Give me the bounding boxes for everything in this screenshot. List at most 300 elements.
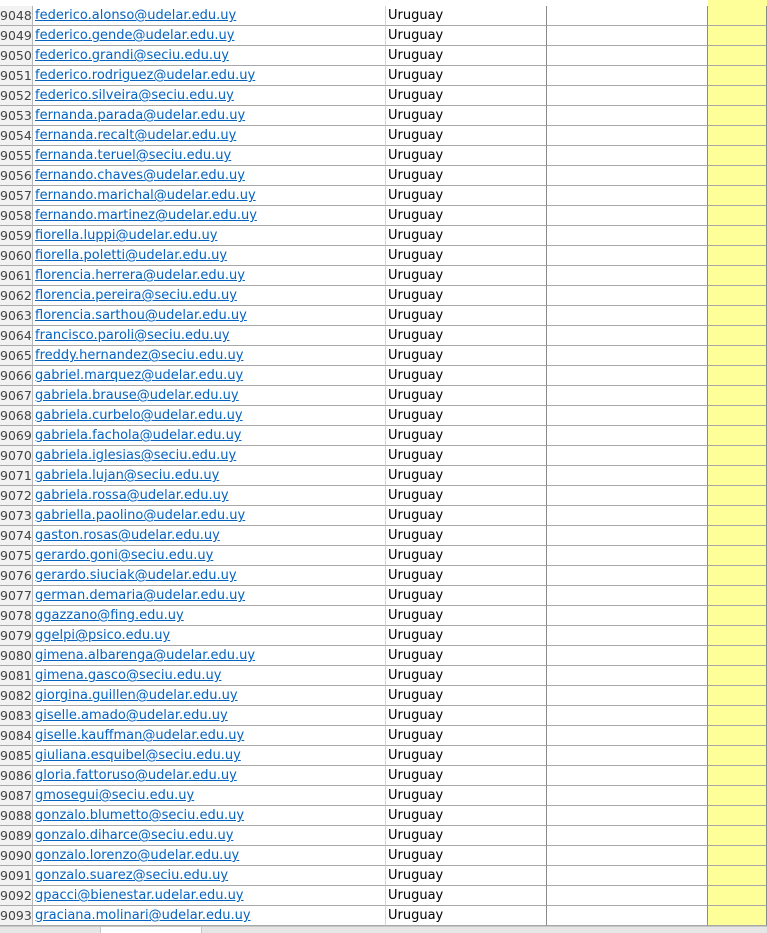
email-hyperlink[interactable]: gonzalo.diharce@seciu.edu.uy bbox=[35, 828, 234, 843]
email-cell[interactable] bbox=[33, 726, 386, 746]
highlighted-cell[interactable] bbox=[708, 466, 767, 486]
table-row bbox=[0, 306, 767, 326]
country-cell[interactable]: Uruguay bbox=[386, 306, 547, 326]
empty-cell[interactable] bbox=[547, 886, 708, 906]
email-hyperlink[interactable]: giselle.amado@udelar.edu.uy bbox=[35, 708, 228, 723]
email-cell[interactable] bbox=[33, 6, 386, 26]
row-header[interactable]: 9058 bbox=[0, 206, 33, 226]
empty-cell[interactable] bbox=[547, 286, 708, 306]
email-hyperlink[interactable]: fiorella.luppi@udelar.edu.uy bbox=[35, 228, 218, 243]
highlighted-cell[interactable] bbox=[708, 866, 767, 886]
country-cell[interactable]: Uruguay bbox=[386, 26, 547, 46]
row-header[interactable]: 9063 bbox=[0, 306, 33, 326]
empty-cell[interactable] bbox=[547, 546, 708, 566]
row-header[interactable]: 9085 bbox=[0, 746, 33, 766]
email-hyperlink[interactable]: florencia.pereira@seciu.edu.uy bbox=[35, 288, 237, 303]
table-row bbox=[0, 846, 767, 866]
row-header[interactable]: 9073 bbox=[0, 506, 33, 526]
email-hyperlink[interactable]: giuliana.esquibel@seciu.edu.uy bbox=[35, 748, 241, 763]
row-header[interactable]: 9077 bbox=[0, 586, 33, 606]
table-row bbox=[0, 26, 767, 46]
row-header[interactable]: 9048 bbox=[0, 6, 33, 26]
highlighted-cell[interactable] bbox=[708, 386, 767, 406]
email-hyperlink[interactable]: fernanda.teruel@seciu.edu.uy bbox=[35, 148, 232, 163]
highlighted-cell[interactable] bbox=[708, 626, 767, 646]
email-hyperlink[interactable]: federico.alonso@udelar.edu.uy bbox=[35, 8, 237, 23]
email-cell[interactable] bbox=[33, 506, 386, 526]
email-hyperlink[interactable]: gmosegui@seciu.edu.uy bbox=[35, 788, 195, 803]
row-header[interactable]: 9087 bbox=[0, 786, 33, 806]
country-cell[interactable]: Uruguay bbox=[386, 686, 547, 706]
empty-cell[interactable] bbox=[547, 226, 708, 246]
highlighted-cell[interactable] bbox=[708, 166, 767, 186]
row-header[interactable]: 9072 bbox=[0, 486, 33, 506]
email-hyperlink[interactable]: gerardo.goni@seciu.edu.uy bbox=[35, 548, 214, 563]
email-hyperlink[interactable]: freddy.hernandez@seciu.edu.uy bbox=[35, 348, 244, 363]
email-cell[interactable] bbox=[33, 66, 386, 86]
country-cell[interactable]: Uruguay bbox=[386, 126, 547, 146]
highlighted-cell[interactable] bbox=[708, 46, 767, 66]
country-cell[interactable]: Uruguay bbox=[386, 266, 547, 286]
row-header[interactable]: 9084 bbox=[0, 726, 33, 746]
country-cell[interactable]: Uruguay bbox=[386, 746, 547, 766]
row-header[interactable]: 9078 bbox=[0, 606, 33, 626]
row-header[interactable]: 9079 bbox=[0, 626, 33, 646]
country-cell[interactable]: Uruguay bbox=[386, 526, 547, 546]
country-cell[interactable]: Uruguay bbox=[386, 786, 547, 806]
row-header[interactable]: 9052 bbox=[0, 86, 33, 106]
empty-cell[interactable] bbox=[547, 446, 708, 466]
country-cell[interactable]: Uruguay bbox=[386, 906, 547, 926]
empty-cell[interactable] bbox=[547, 186, 708, 206]
country-cell[interactable]: Uruguay bbox=[386, 386, 547, 406]
table-row bbox=[0, 786, 767, 806]
highlighted-cell[interactable] bbox=[708, 6, 767, 26]
email-cell[interactable] bbox=[33, 606, 386, 626]
highlighted-cell[interactable] bbox=[708, 146, 767, 166]
row-header[interactable]: 9066 bbox=[0, 366, 33, 386]
empty-cell[interactable] bbox=[547, 566, 708, 586]
highlighted-cell[interactable] bbox=[708, 126, 767, 146]
email-cell[interactable] bbox=[33, 786, 386, 806]
row-header[interactable]: 9090 bbox=[0, 846, 33, 866]
email-cell[interactable] bbox=[33, 546, 386, 566]
row-header[interactable]: 9064 bbox=[0, 326, 33, 346]
email-cell[interactable] bbox=[33, 706, 386, 726]
table-row bbox=[0, 406, 767, 426]
highlighted-cell[interactable] bbox=[708, 526, 767, 546]
empty-cell[interactable] bbox=[547, 86, 708, 106]
email-hyperlink[interactable]: gabriel.marquez@udelar.edu.uy bbox=[35, 368, 244, 383]
empty-cell[interactable] bbox=[547, 246, 708, 266]
highlighted-cell[interactable] bbox=[708, 346, 767, 366]
email-cell[interactable] bbox=[33, 166, 386, 186]
country-cell[interactable]: Uruguay bbox=[386, 206, 547, 226]
country-cell[interactable]: Uruguay bbox=[386, 666, 547, 686]
email-cell[interactable] bbox=[33, 326, 386, 346]
row-header[interactable]: 9086 bbox=[0, 766, 33, 786]
row-header[interactable]: 9083 bbox=[0, 706, 33, 726]
country-cell[interactable]: Uruguay bbox=[386, 226, 547, 246]
highlighted-cell[interactable] bbox=[708, 686, 767, 706]
empty-cell[interactable] bbox=[547, 586, 708, 606]
highlighted-cell[interactable] bbox=[708, 286, 767, 306]
row-header[interactable]: 9080 bbox=[0, 646, 33, 666]
empty-cell[interactable] bbox=[547, 906, 708, 926]
email-hyperlink[interactable]: gabriela.rossa@udelar.edu.uy bbox=[35, 488, 229, 503]
table-row bbox=[0, 146, 767, 166]
highlighted-cell[interactable] bbox=[708, 266, 767, 286]
highlighted-cell[interactable] bbox=[708, 366, 767, 386]
empty-cell[interactable] bbox=[547, 66, 708, 86]
highlighted-cell[interactable] bbox=[708, 786, 767, 806]
country-cell[interactable]: Uruguay bbox=[386, 866, 547, 886]
email-hyperlink[interactable]: fiorella.poletti@udelar.edu.uy bbox=[35, 248, 228, 263]
email-hyperlink[interactable]: gabriela.curbelo@udelar.edu.uy bbox=[35, 408, 243, 423]
email-hyperlink[interactable]: federico.rodriguez@udelar.edu.uy bbox=[35, 68, 256, 83]
table-row bbox=[0, 566, 767, 586]
row-header[interactable]: 9082 bbox=[0, 686, 33, 706]
email-cell[interactable] bbox=[33, 386, 386, 406]
empty-cell[interactable] bbox=[547, 6, 708, 26]
empty-cell[interactable] bbox=[547, 466, 708, 486]
country-cell[interactable]: Uruguay bbox=[386, 446, 547, 466]
email-hyperlink[interactable]: federico.grandi@seciu.edu.uy bbox=[35, 48, 229, 63]
country-cell[interactable]: Uruguay bbox=[386, 426, 547, 446]
country-cell[interactable]: Uruguay bbox=[386, 706, 547, 726]
empty-cell[interactable] bbox=[547, 326, 708, 346]
email-cell[interactable] bbox=[33, 626, 386, 646]
cell-grid bbox=[0, 6, 767, 926]
email-cell[interactable] bbox=[33, 906, 386, 926]
row-header[interactable]: 9068 bbox=[0, 406, 33, 426]
country-cell[interactable]: Uruguay bbox=[386, 646, 547, 666]
email-cell[interactable] bbox=[33, 106, 386, 126]
empty-cell[interactable] bbox=[547, 486, 708, 506]
highlighted-cell[interactable] bbox=[708, 306, 767, 326]
country-cell[interactable]: Uruguay bbox=[386, 606, 547, 626]
country-cell[interactable]: Uruguay bbox=[386, 826, 547, 846]
email-hyperlink[interactable]: gerardo.siuciak@udelar.edu.uy bbox=[35, 568, 237, 583]
empty-cell[interactable] bbox=[547, 746, 708, 766]
highlighted-cell[interactable] bbox=[708, 846, 767, 866]
email-cell[interactable] bbox=[33, 526, 386, 546]
country-cell[interactable]: Uruguay bbox=[386, 46, 547, 66]
email-cell[interactable] bbox=[33, 846, 386, 866]
country-cell[interactable]: Uruguay bbox=[386, 586, 547, 606]
email-cell[interactable] bbox=[33, 446, 386, 466]
highlighted-cell[interactable] bbox=[708, 806, 767, 826]
highlighted-cell[interactable] bbox=[708, 706, 767, 726]
empty-cell[interactable] bbox=[547, 266, 708, 286]
empty-cell[interactable] bbox=[547, 506, 708, 526]
empty-cell[interactable] bbox=[547, 166, 708, 186]
country-cell[interactable]: Uruguay bbox=[386, 546, 547, 566]
row-header[interactable]: 9060 bbox=[0, 246, 33, 266]
email-hyperlink[interactable]: fernando.marichal@udelar.edu.uy bbox=[35, 188, 256, 203]
highlighted-cell[interactable] bbox=[708, 426, 767, 446]
email-hyperlink[interactable]: gabriela.brause@udelar.edu.uy bbox=[35, 388, 239, 403]
email-cell[interactable] bbox=[33, 746, 386, 766]
email-hyperlink[interactable]: giselle.kauffman@udelar.edu.uy bbox=[35, 728, 245, 743]
email-cell[interactable] bbox=[33, 686, 386, 706]
empty-cell[interactable] bbox=[547, 406, 708, 426]
empty-cell[interactable] bbox=[547, 866, 708, 886]
country-cell[interactable]: Uruguay bbox=[386, 106, 547, 126]
email-hyperlink[interactable]: gpacci@bienestar.udelar.edu.uy bbox=[35, 888, 244, 903]
email-cell[interactable] bbox=[33, 86, 386, 106]
email-cell[interactable] bbox=[33, 886, 386, 906]
table-row bbox=[0, 866, 767, 886]
email-cell[interactable] bbox=[33, 646, 386, 666]
empty-cell[interactable] bbox=[547, 766, 708, 786]
country-cell[interactable]: Uruguay bbox=[386, 346, 547, 366]
table-row bbox=[0, 466, 767, 486]
email-hyperlink[interactable]: fernanda.parada@udelar.edu.uy bbox=[35, 108, 246, 123]
country-cell[interactable]: Uruguay bbox=[386, 726, 547, 746]
email-hyperlink[interactable]: gabriela.iglesias@seciu.edu.uy bbox=[35, 448, 237, 463]
highlighted-cell[interactable] bbox=[708, 666, 767, 686]
email-hyperlink[interactable]: ggelpi@psico.edu.uy bbox=[35, 628, 171, 643]
row-header[interactable]: 9050 bbox=[0, 46, 33, 66]
email-hyperlink[interactable]: gonzalo.lorenzo@udelar.edu.uy bbox=[35, 848, 240, 863]
row-header[interactable]: 9057 bbox=[0, 186, 33, 206]
country-cell[interactable]: Uruguay bbox=[386, 886, 547, 906]
highlighted-cell[interactable] bbox=[708, 66, 767, 86]
row-header[interactable]: 9069 bbox=[0, 426, 33, 446]
country-cell[interactable]: Uruguay bbox=[386, 186, 547, 206]
email-hyperlink[interactable]: gimena.gasco@seciu.edu.uy bbox=[35, 668, 222, 683]
empty-cell[interactable] bbox=[547, 426, 708, 446]
row-header[interactable]: 9076 bbox=[0, 566, 33, 586]
row-header[interactable]: 9071 bbox=[0, 466, 33, 486]
row-header[interactable]: 9067 bbox=[0, 386, 33, 406]
highlighted-cell[interactable] bbox=[708, 906, 767, 926]
table-row bbox=[0, 386, 767, 406]
empty-cell[interactable] bbox=[547, 526, 708, 546]
table-row bbox=[0, 86, 767, 106]
country-cell[interactable]: Uruguay bbox=[386, 86, 547, 106]
table-row bbox=[0, 686, 767, 706]
email-cell[interactable] bbox=[33, 226, 386, 246]
country-cell[interactable]: Uruguay bbox=[386, 286, 547, 306]
row-header[interactable]: 9089 bbox=[0, 826, 33, 846]
highlighted-cell[interactable] bbox=[708, 206, 767, 226]
row-header[interactable]: 9074 bbox=[0, 526, 33, 546]
country-cell[interactable]: Uruguay bbox=[386, 246, 547, 266]
empty-cell[interactable] bbox=[547, 686, 708, 706]
country-cell[interactable]: Uruguay bbox=[386, 366, 547, 386]
country-cell[interactable]: Uruguay bbox=[386, 166, 547, 186]
email-cell[interactable] bbox=[33, 486, 386, 506]
email-cell[interactable] bbox=[33, 186, 386, 206]
row-header[interactable]: 9093 bbox=[0, 906, 33, 926]
highlighted-cell[interactable] bbox=[708, 886, 767, 906]
table-row bbox=[0, 286, 767, 306]
row-header[interactable]: 9070 bbox=[0, 446, 33, 466]
row-header[interactable]: 9059 bbox=[0, 226, 33, 246]
row-header[interactable]: 9061 bbox=[0, 266, 33, 286]
highlighted-cell[interactable] bbox=[708, 766, 767, 786]
email-cell[interactable] bbox=[33, 866, 386, 886]
empty-cell[interactable] bbox=[547, 366, 708, 386]
email-cell[interactable] bbox=[33, 826, 386, 846]
row-header[interactable]: 9054 bbox=[0, 126, 33, 146]
country-cell[interactable]: Uruguay bbox=[386, 66, 547, 86]
empty-cell[interactable] bbox=[547, 786, 708, 806]
empty-cell[interactable] bbox=[547, 706, 708, 726]
country-cell[interactable]: Uruguay bbox=[386, 466, 547, 486]
highlighted-cell[interactable] bbox=[708, 226, 767, 246]
highlighted-cell[interactable] bbox=[708, 586, 767, 606]
highlighted-cell[interactable] bbox=[708, 406, 767, 426]
empty-cell[interactable] bbox=[547, 126, 708, 146]
row-header[interactable]: 9088 bbox=[0, 806, 33, 826]
country-cell[interactable]: Uruguay bbox=[386, 326, 547, 346]
highlighted-cell[interactable] bbox=[708, 826, 767, 846]
highlighted-cell[interactable] bbox=[708, 506, 767, 526]
email-cell[interactable] bbox=[33, 286, 386, 306]
empty-cell[interactable] bbox=[547, 46, 708, 66]
email-hyperlink[interactable]: german.demaria@udelar.edu.uy bbox=[35, 588, 246, 603]
row-header[interactable]: 9081 bbox=[0, 666, 33, 686]
email-cell[interactable] bbox=[33, 246, 386, 266]
empty-cell[interactable] bbox=[547, 606, 708, 626]
table-row bbox=[0, 506, 767, 526]
row-header[interactable]: 9049 bbox=[0, 26, 33, 46]
empty-cell[interactable] bbox=[547, 826, 708, 846]
empty-cell[interactable] bbox=[547, 646, 708, 666]
country-cell[interactable]: Uruguay bbox=[386, 486, 547, 506]
empty-cell[interactable] bbox=[547, 806, 708, 826]
email-cell[interactable] bbox=[33, 466, 386, 486]
sheet-tab[interactable] bbox=[100, 927, 202, 933]
table-row bbox=[0, 546, 767, 566]
email-hyperlink[interactable]: gonzalo.suarez@seciu.edu.uy bbox=[35, 868, 229, 883]
email-cell[interactable] bbox=[33, 346, 386, 366]
email-hyperlink[interactable]: florencia.sarthou@udelar.edu.uy bbox=[35, 308, 247, 323]
highlighted-cell[interactable] bbox=[708, 566, 767, 586]
highlighted-cell[interactable] bbox=[708, 606, 767, 626]
email-cell[interactable] bbox=[33, 806, 386, 826]
country-cell[interactable]: Uruguay bbox=[386, 766, 547, 786]
table-row bbox=[0, 166, 767, 186]
email-hyperlink[interactable]: gonzalo.blumetto@seciu.edu.uy bbox=[35, 808, 245, 823]
country-cell[interactable]: Uruguay bbox=[386, 146, 547, 166]
empty-cell[interactable] bbox=[547, 26, 708, 46]
country-cell[interactable]: Uruguay bbox=[386, 626, 547, 646]
empty-cell[interactable] bbox=[547, 386, 708, 406]
empty-cell[interactable] bbox=[547, 346, 708, 366]
country-cell[interactable]: Uruguay bbox=[386, 406, 547, 426]
email-hyperlink[interactable]: ggazzano@fing.edu.uy bbox=[35, 608, 184, 623]
empty-cell[interactable] bbox=[547, 106, 708, 126]
highlighted-cell[interactable] bbox=[708, 186, 767, 206]
email-hyperlink[interactable]: florencia.herrera@udelar.edu.uy bbox=[35, 268, 245, 283]
email-hyperlink[interactable]: graciana.molinari@udelar.edu.uy bbox=[35, 908, 251, 923]
email-hyperlink[interactable]: fernando.martinez@udelar.edu.uy bbox=[35, 208, 257, 223]
email-hyperlink[interactable]: gabriela.fachola@udelar.edu.uy bbox=[35, 428, 242, 443]
email-cell[interactable] bbox=[33, 206, 386, 226]
email-hyperlink[interactable]: federico.gende@udelar.edu.uy bbox=[35, 28, 235, 43]
email-cell[interactable] bbox=[33, 366, 386, 386]
row-header[interactable]: 9092 bbox=[0, 886, 33, 906]
email-cell[interactable] bbox=[33, 266, 386, 286]
country-cell[interactable]: Uruguay bbox=[386, 846, 547, 866]
highlighted-cell[interactable] bbox=[708, 486, 767, 506]
empty-cell[interactable] bbox=[547, 306, 708, 326]
email-cell[interactable] bbox=[33, 586, 386, 606]
highlighted-cell[interactable] bbox=[708, 746, 767, 766]
email-hyperlink[interactable]: francisco.paroli@seciu.edu.uy bbox=[35, 328, 230, 343]
email-cell[interactable] bbox=[33, 26, 386, 46]
row-header[interactable]: 9056 bbox=[0, 166, 33, 186]
email-hyperlink[interactable]: giorgina.guillen@udelar.edu.uy bbox=[35, 688, 238, 703]
empty-cell[interactable] bbox=[547, 206, 708, 226]
email-cell[interactable] bbox=[33, 426, 386, 446]
table-row bbox=[0, 206, 767, 226]
email-cell[interactable] bbox=[33, 406, 386, 426]
highlighted-cell[interactable] bbox=[708, 246, 767, 266]
table-row bbox=[0, 526, 767, 546]
row-header[interactable]: 9055 bbox=[0, 146, 33, 166]
table-row bbox=[0, 66, 767, 86]
email-hyperlink[interactable]: fernanda.recalt@udelar.edu.uy bbox=[35, 128, 237, 143]
email-cell[interactable] bbox=[33, 146, 386, 166]
table-row bbox=[0, 746, 767, 766]
country-cell[interactable]: Uruguay bbox=[386, 566, 547, 586]
row-header[interactable]: 9091 bbox=[0, 866, 33, 886]
highlighted-cell[interactable] bbox=[708, 26, 767, 46]
highlighted-cell[interactable] bbox=[708, 86, 767, 106]
country-cell[interactable]: Uruguay bbox=[386, 506, 547, 526]
empty-cell[interactable] bbox=[547, 626, 708, 646]
email-cell[interactable] bbox=[33, 766, 386, 786]
email-hyperlink[interactable]: gabriella.paolino@udelar.edu.uy bbox=[35, 508, 246, 523]
email-cell[interactable] bbox=[33, 306, 386, 326]
highlighted-cell[interactable] bbox=[708, 546, 767, 566]
highlighted-cell[interactable] bbox=[708, 646, 767, 666]
row-header[interactable]: 9075 bbox=[0, 546, 33, 566]
email-hyperlink[interactable]: gloria.fattoruso@udelar.edu.uy bbox=[35, 768, 237, 783]
email-hyperlink[interactable]: fernando.chaves@udelar.edu.uy bbox=[35, 168, 245, 183]
highlighted-cell[interactable] bbox=[708, 326, 767, 346]
empty-cell[interactable] bbox=[547, 846, 708, 866]
row-header[interactable]: 9062 bbox=[0, 286, 33, 306]
country-cell[interactable]: Uruguay bbox=[386, 6, 547, 26]
empty-cell[interactable] bbox=[547, 726, 708, 746]
table-row bbox=[0, 126, 767, 146]
empty-cell[interactable] bbox=[547, 666, 708, 686]
table-row bbox=[0, 766, 767, 786]
email-hyperlink[interactable]: gabriela.lujan@seciu.edu.uy bbox=[35, 468, 220, 483]
highlighted-cell[interactable] bbox=[708, 446, 767, 466]
highlighted-cell[interactable] bbox=[708, 726, 767, 746]
email-cell[interactable] bbox=[33, 666, 386, 686]
empty-cell[interactable] bbox=[547, 146, 708, 166]
email-hyperlink[interactable]: gaston.rosas@udelar.edu.uy bbox=[35, 528, 220, 543]
email-hyperlink[interactable]: federico.silveira@seciu.edu.uy bbox=[35, 88, 234, 103]
email-hyperlink[interactable]: gimena.albarenga@udelar.edu.uy bbox=[35, 648, 256, 663]
row-header[interactable]: 9053 bbox=[0, 106, 33, 126]
email-cell[interactable] bbox=[33, 126, 386, 146]
email-cell[interactable] bbox=[33, 46, 386, 66]
highlighted-cell[interactable] bbox=[708, 106, 767, 126]
email-cell[interactable] bbox=[33, 566, 386, 586]
country-cell[interactable]: Uruguay bbox=[386, 806, 547, 826]
row-header[interactable]: 9051 bbox=[0, 66, 33, 86]
row-header[interactable]: 9065 bbox=[0, 346, 33, 366]
